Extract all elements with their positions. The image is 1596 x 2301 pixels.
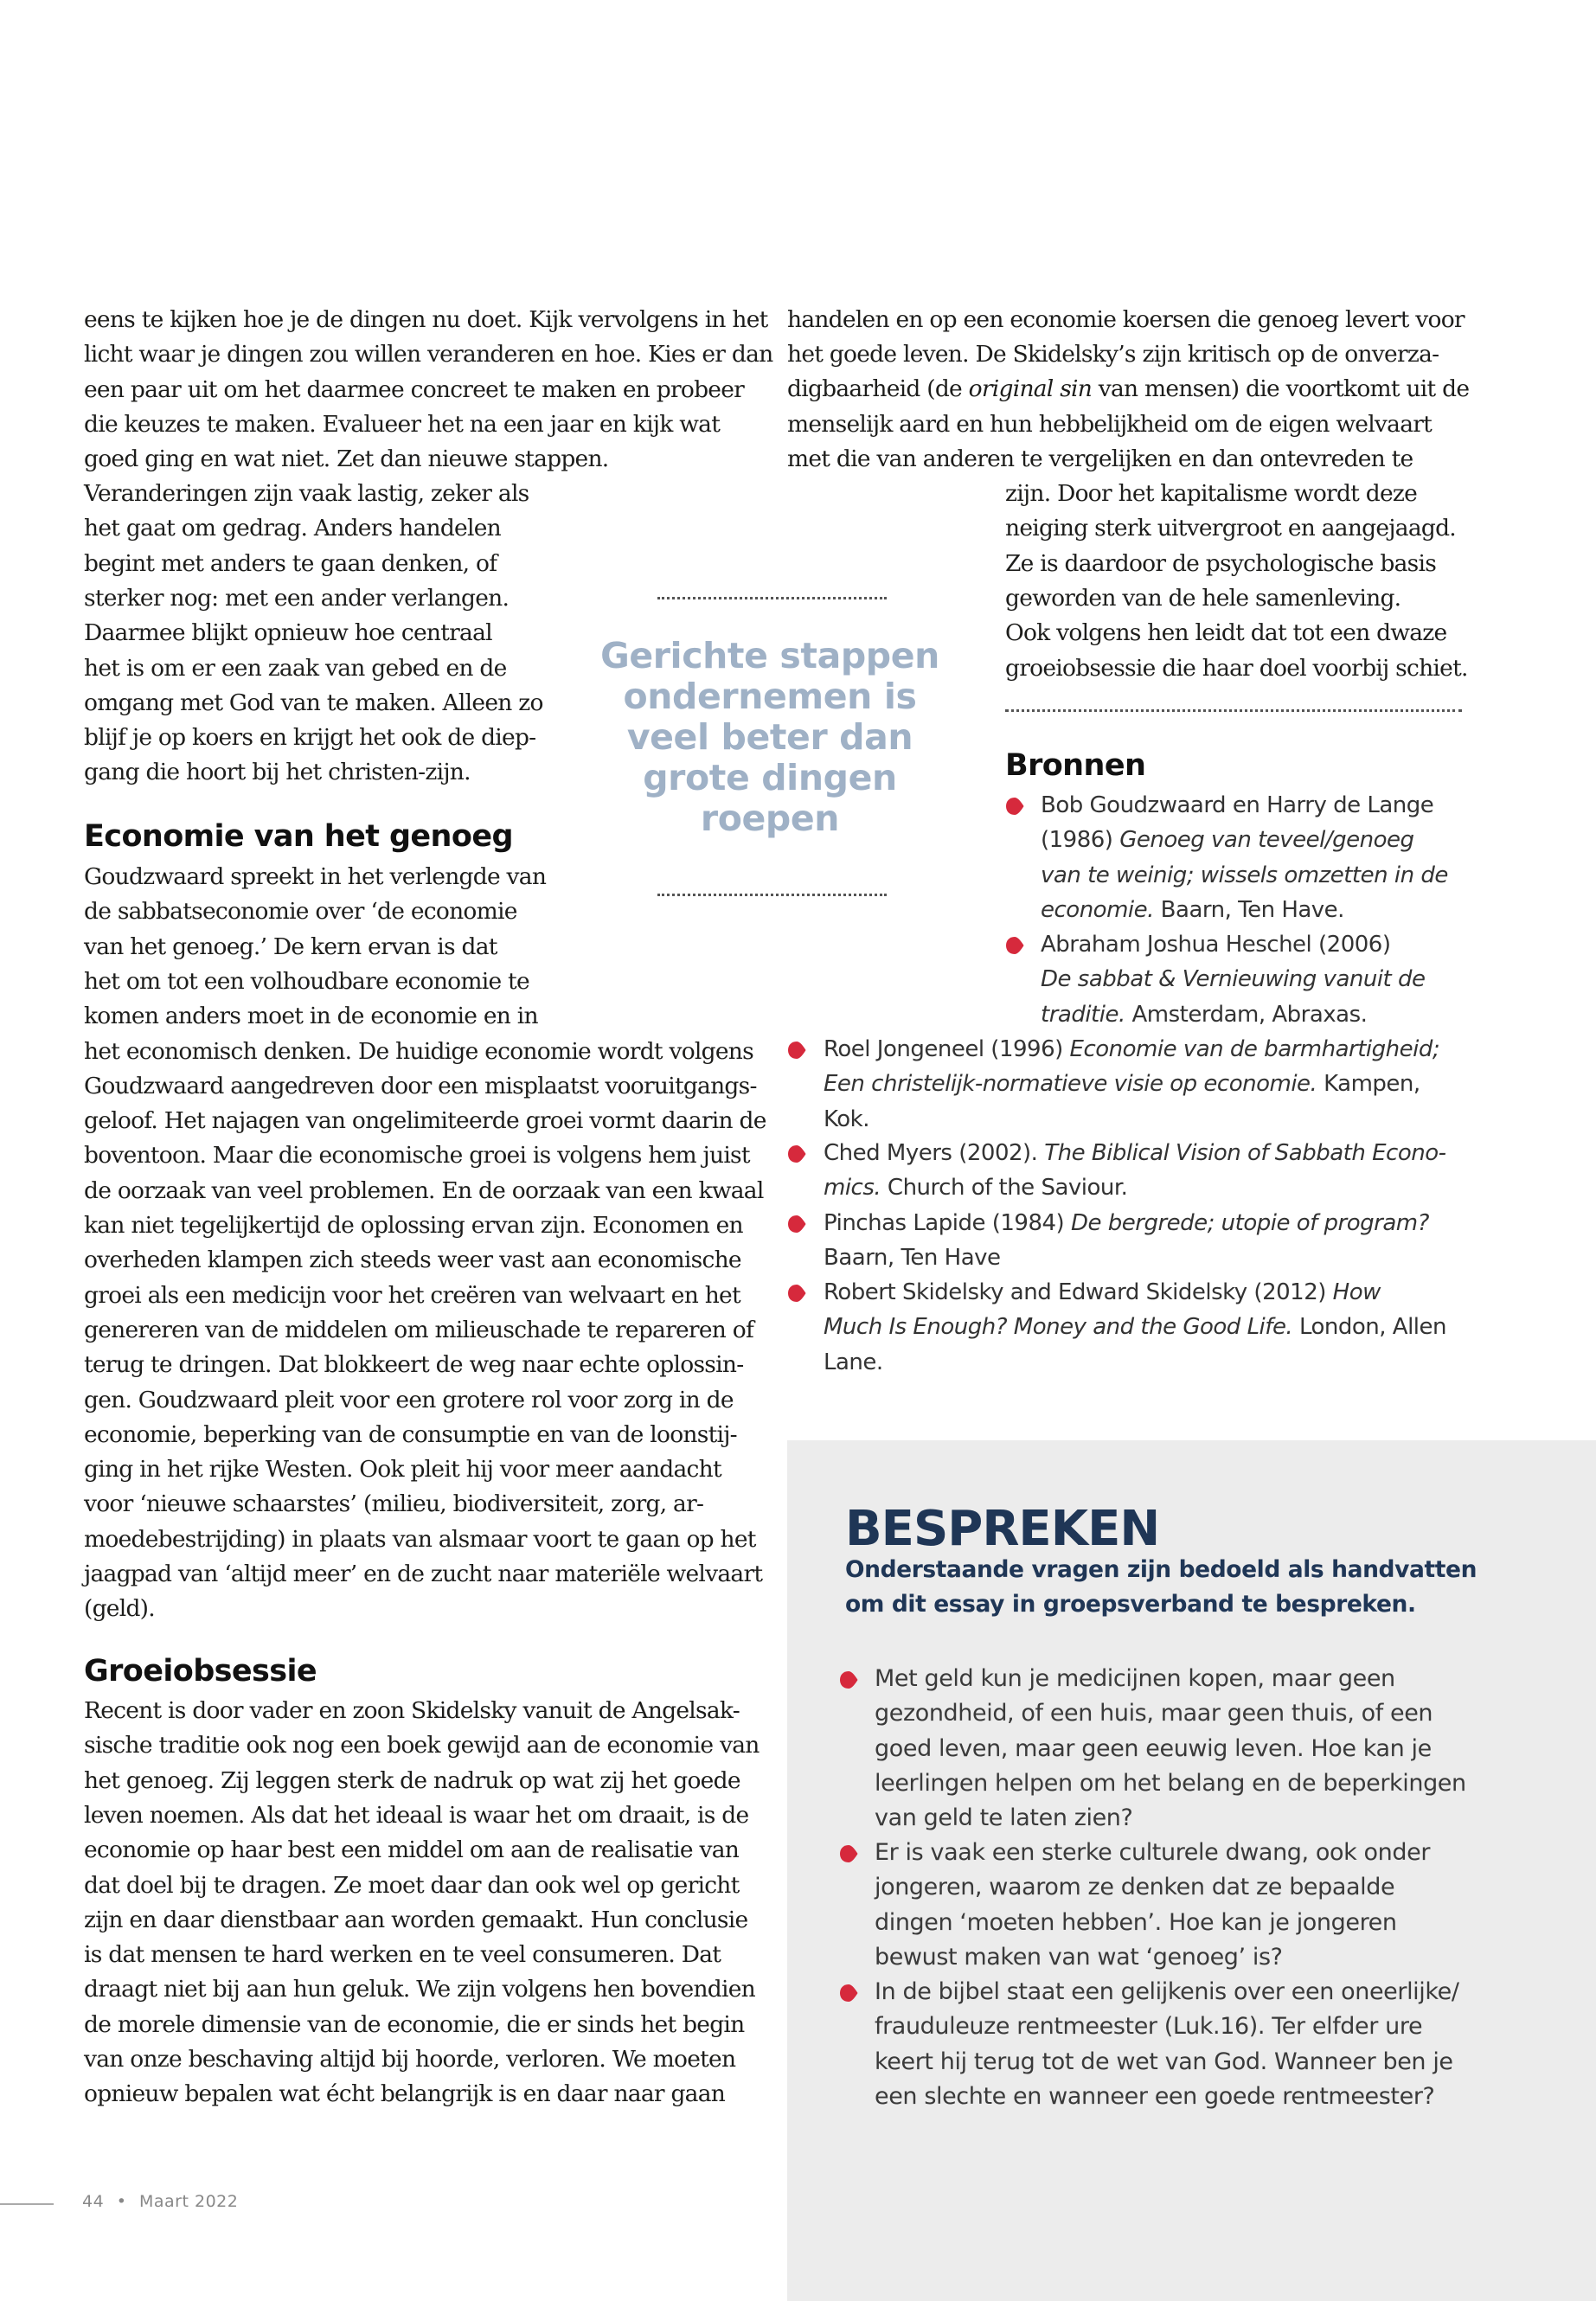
bespreken-question-line: Met geld kun je medicijnen kopen, maar geen [875, 1665, 1395, 1692]
body-text-line: Daarmee blijkt opnieuw hoe centraal [84, 619, 492, 647]
bespreken-title: BESPREKEN [845, 1501, 1160, 1557]
pull-quote-top-rule [657, 597, 887, 599]
body-text-line: de morele dimensie van de economie, die er sinds het begin [84, 2010, 745, 2038]
body-text-line: Veranderingen zijn vaak lastig, zeker als [84, 480, 529, 507]
bespreken-question-line: leerlingen helpen om het belang en de beperkingen [875, 1769, 1466, 1797]
pointer-bullet-icon [1005, 797, 1024, 816]
bronnen-item-line: Abraham Joshua Heschel (2006) [1041, 932, 1391, 958]
bronnen-item-line: Kok. [824, 1106, 869, 1132]
body-text-line: economie, beperking van de consumptie en van de loonstij- [84, 1420, 737, 1448]
right-text-line: groeiobsessie die haar doel voorbij schiet. [1005, 654, 1468, 682]
pull-quote-line: roepen [700, 798, 840, 839]
right-text-line: Ze is daardoor de psychologische basis [1005, 549, 1437, 577]
pull-quote-line: Gerichte stappen [600, 635, 939, 676]
bespreken-question-line: keert hij terug tot de wet van God. Wanneer ben je [875, 2048, 1453, 2075]
body-text-line: van onze beschaving altijd bij hoorde, verloren. We moeten [84, 2046, 736, 2073]
pointer-bullet-icon [787, 1215, 806, 1234]
body-text-line: goed ging en wat niet. Zet dan nieuwe stappen. [84, 445, 609, 473]
body-text-line: kan niet tegelijkertijd de oplossing ervan zijn. Economen en [84, 1212, 743, 1239]
right-text-line: handelen en op een economie koersen die genoeg levert voor [787, 306, 1465, 333]
footer-separator: • [116, 2192, 127, 2211]
bespreken-question-line: bewust maken van wat ‘genoeg’ is? [875, 1943, 1283, 1971]
body-text-line: gen. Goudzwaard pleit voor een grotere rol voor zorg in de [84, 1386, 734, 1413]
body-text-line: eens te kijken hoe je de dingen nu doet. Kijk vervolgens in het [84, 306, 768, 333]
bronnen-item-line: Lane. [824, 1349, 883, 1375]
heading-economie-van-het-genoeg: Economie van het genoeg [84, 819, 513, 854]
body-text-line: dat doel bij te dragen. Ze moet daar dan ook wel op gericht [84, 1871, 740, 1899]
bronnen-item-line: Roel Jongeneel (1996) Economie van de barmhartigheid; [824, 1036, 1440, 1062]
body-text-line: opnieuw bepalen wat écht belangrijk is en daar naar gaan [84, 2080, 726, 2108]
right-text-line: digbaarheid (de original sin van mensen) die voortkomt uit de [787, 375, 1470, 402]
heading-bronnen: Bronnen [1005, 748, 1146, 783]
body-text-line: economie op haar best een middel om aan de realisatie van [84, 1836, 740, 1864]
issue-date: Maart 2022 [139, 2192, 239, 2211]
body-text-line: jaagpad van ‘altijd meer’ en de zucht naar materiële welvaart [84, 1561, 763, 1587]
bespreken-question-line: jongeren, waarom ze denken dat ze bepaalde [875, 1874, 1395, 1901]
body-text-line: boventoon. Maar die economische groei is volgens hem juist [84, 1142, 750, 1170]
body-text-line: (geld). [84, 1595, 155, 1623]
bronnen-item-line: traditie. Amsterdam, Abraxas. [1041, 1001, 1368, 1028]
body-text-line: blijf je op koers en krijgt het ook de diep- [84, 724, 536, 752]
body-text-line: komen anders moet in de economie en in [84, 1003, 538, 1030]
pointer-bullet-icon [839, 1984, 858, 2003]
pointer-bullet-icon [839, 1670, 858, 1689]
body-text-line: van het genoeg.’ De kern ervan is dat [84, 933, 497, 960]
bespreken-subtitle-line: Onderstaande vragen zijn bedoeld als handvatten [845, 1556, 1477, 1583]
right-text-line: zijn. Door het kapitalisme wordt deze [1005, 480, 1418, 507]
bronnen-item-line: Een christelijk-normatieve visie op economie. Kampen, [824, 1071, 1420, 1098]
body-text-line: is dat mensen te hard werken en te veel consumeren. Dat [84, 1941, 721, 1969]
pull-quote-bottom-rule [657, 894, 887, 896]
bronnen-top-rule [1005, 709, 1462, 712]
body-text-line: Goudzwaard spreekt in het verlengde van [84, 863, 547, 890]
body-text-line: begint met anders te gaan denken, of [84, 549, 497, 577]
body-text-line: een paar uit om het daarmee concreet te maken en probeer [84, 375, 745, 403]
bespreken-question-line: dingen ‘moeten hebben’. Hoe kan je jongeren [875, 1908, 1397, 1936]
body-text-line: de sabbatseconomie over ‘de economie [84, 898, 517, 926]
body-text-line: het gaat om gedrag. Anders handelen [84, 515, 501, 542]
pointer-bullet-icon [839, 1844, 858, 1863]
bronnen-item-line: mics. Church of the Saviour. [824, 1175, 1128, 1202]
bespreken-question-line: frauduleuze rentmeester (Luk.16). Ter elfder ure [875, 2013, 1423, 2041]
bespreken-question-line: een slechte en wanneer een goede rentmeester? [875, 2082, 1435, 2110]
bronnen-item-line: Ched Myers (2002). The Biblical Vision of Sabbath Econo- [824, 1140, 1446, 1166]
right-text-line: met die van anderen te vergelijken en dan ontevreden te [787, 445, 1413, 472]
bespreken-question-line: van geld te laten zien? [875, 1804, 1133, 1832]
body-text-line: licht waar je dingen zou willen veranderen en hoe. Kies er dan [84, 341, 773, 369]
bespreken-question-line: gezondheid, of een huis, maar geen thuis, of een [875, 1700, 1433, 1727]
footer-rule [0, 2203, 54, 2205]
bespreken-subtitle-line: om dit essay in groepsverband te bespreken. [845, 1591, 1416, 1618]
body-text-line: genereren van de middelen om milieuschade te repareren of [84, 1316, 754, 1343]
right-text-line: Ook volgens hen leidt dat tot een dwaze [1005, 619, 1447, 647]
body-text-line: draagt niet bij aan hun geluk. We zijn volgens hen bovendien [84, 1976, 755, 2003]
bronnen-item-line: Bob Goudzwaard en Harry de Lange [1041, 792, 1434, 818]
pointer-bullet-icon [1005, 936, 1024, 955]
bronnen-item-line: economie. Baarn, Ten Have. [1041, 896, 1344, 923]
body-text-line: omgang met God van te maken. Alleen zo [84, 689, 543, 716]
bronnen-item-line: (1986) Genoeg van teveel/genoeg [1041, 827, 1414, 854]
page-number: 44 [82, 2192, 105, 2211]
body-text-line: het om tot een volhoudbare economie te [84, 967, 529, 995]
right-text-line: menselijk aard en hun hebbelijkheid om de eigen welvaart [787, 411, 1433, 438]
body-text-line: sterker nog: met een ander verlangen. [84, 584, 510, 612]
page-footer [82, 2192, 238, 2211]
heading-groeiobsessie: Groeiobsessie [84, 1654, 317, 1689]
body-text-line: de oorzaak van veel problemen. En de oorzaak van een kwaal [84, 1176, 764, 1204]
right-text-line: geworden van de hele samenleving. [1005, 584, 1401, 612]
body-text-line: moedebestrijding) in plaats van alsmaar voort te gaan op het [84, 1525, 756, 1553]
bronnen-item-line: van te weinig; wissels omzetten in de [1041, 862, 1448, 888]
body-text-line: leven noemen. Als dat het ideaal is waar het om draait, is de [84, 1801, 749, 1829]
body-text-line: terug te dringen. Dat blokkeert de weg naar echte oplossin- [84, 1351, 744, 1379]
body-text-line: voor ‘nieuwe schaarstes’ (milieu, biodiversiteit, zorg, ar- [84, 1490, 704, 1518]
bronnen-item-line: Robert Skidelsky and Edward Skidelsky (2012) How [824, 1279, 1381, 1305]
body-text-line: ging in het rijke Westen. Ook pleit hij voor meer aandacht [84, 1456, 721, 1484]
bronnen-item-line: Much Is Enough? Money and the Good Life. London, Allen [824, 1314, 1447, 1341]
bronnen-item-line: Baarn, Ten Have [824, 1245, 1001, 1272]
body-text-line: gang die hoort bij het christen-zijn. [84, 759, 471, 786]
pull-quote-line: grote dingen [643, 757, 897, 798]
bespreken-question-line: Er is vaak een sterke culturele dwang, ook onder [875, 1839, 1431, 1866]
bronnen-item-line: De sabbat & Vernieuwing vanuit de [1041, 966, 1426, 993]
pull-quote-line: veel beter dan [626, 716, 913, 758]
body-text-line: die keuzes te maken. Evalueer het na een jaar en kijk wat [84, 410, 721, 438]
body-text-line: geloof. Het najagen van ongelimiteerde groei vormt daarin de [84, 1107, 766, 1135]
bespreken-question-line: goed leven, maar geen eeuwig leven. Hoe kan je [875, 1734, 1432, 1762]
pointer-bullet-icon [787, 1144, 806, 1163]
pointer-bullet-icon [787, 1284, 806, 1303]
bespreken-question-line: In de bijbel staat een gelijkenis over een oneerlijke/ [875, 1978, 1459, 2005]
body-text-line: sische traditie ook nog een boek gewijd aan de economie van [84, 1732, 760, 1759]
pull-quote-line: ondernemen is [623, 676, 917, 717]
body-text-line: het genoeg. Zij leggen sterk de nadruk op wat zij het goede [84, 1766, 740, 1794]
pointer-bullet-icon [787, 1041, 806, 1060]
body-text-line: groei als een medicijn voor het creëren van welvaart en het [84, 1281, 740, 1309]
bronnen-item-line: Pinchas Lapide (1984) De bergrede; utopie of program? [824, 1210, 1429, 1236]
body-text-line: Goudzwaard aangedreven door een misplaatst vooruitgangs- [84, 1072, 757, 1099]
right-text-line: het goede leven. De Skidelsky’s zijn kritisch op de onverza- [787, 341, 1439, 368]
body-text-line: zijn en daar dienstbaar aan worden gemaakt. Hun conclusie [84, 1906, 748, 1933]
right-text-line: neiging sterk uitvergroot en aangejaagd. [1005, 515, 1456, 542]
body-text-line: het economisch denken. De huidige economie wordt volgens [84, 1037, 753, 1065]
body-text-line: overheden klampen zich steeds weer vast aan economische [84, 1247, 741, 1274]
body-text-line: het is om er een zaak van gebed en de [84, 654, 507, 682]
body-text-line: Recent is door vader en zoon Skidelsky vanuit de Angelsak- [84, 1697, 740, 1724]
